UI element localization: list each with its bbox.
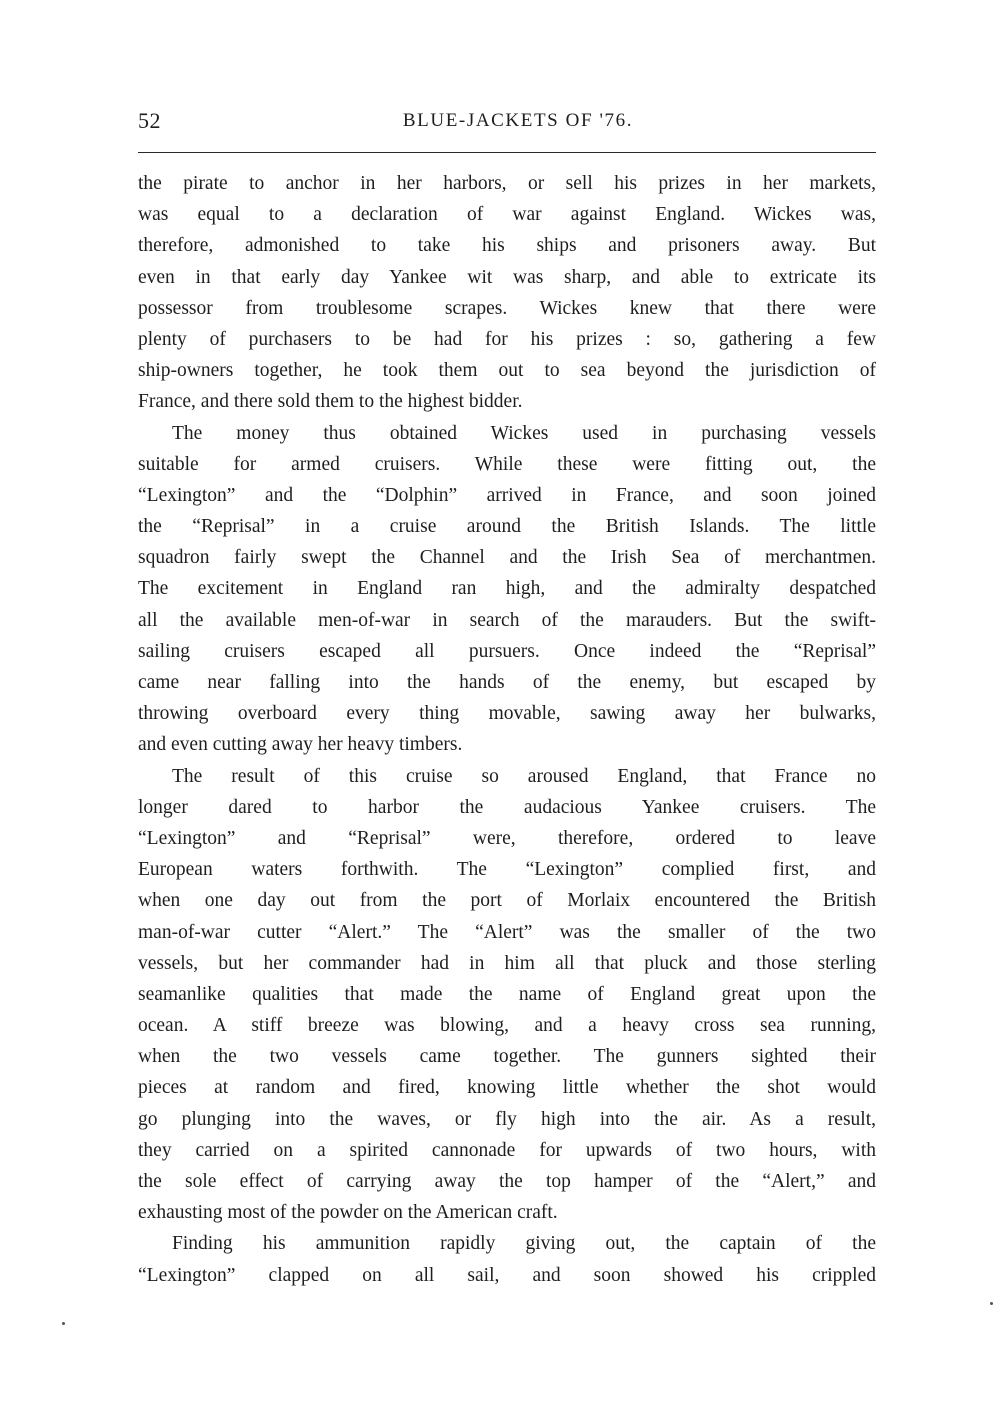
text-line: sailing cruisers escaped all pursuers. Once indeed the “Reprisal”: [138, 640, 876, 662]
text-line: throwing overboard every thing movable, sawing away her bulwarks,: [138, 703, 876, 725]
text-line: “Lexington” clapped on all sail, and soon showed his crippled: [138, 1264, 876, 1286]
paragraph-4: [138, 1228, 876, 1290]
paragraph-3: [138, 761, 876, 1229]
text-line: therefore, admonished to take his ships and prisoners away. But: [138, 235, 876, 257]
text-line: suitable for armed cruisers. While these were fitting out, the: [138, 453, 876, 475]
page-number: 52: [138, 108, 161, 133]
running-head: [138, 108, 878, 138]
text-line: France, and there sold them to the highest bidder.: [138, 391, 523, 413]
text-line: longer dared to harbor the audacious Yankee cruisers. The: [138, 796, 876, 818]
running-title: BLUE-JACKETS OF '76.: [402, 110, 634, 131]
text-line: plenty of purchasers to be had for his prizes : so, gathering a few: [138, 328, 876, 350]
text-line: seamanlike qualities that made the name of England great upon the: [138, 983, 876, 1005]
paragraph-1: [138, 168, 876, 418]
text-line: when one day out from the port of Morlaix encountered the British: [138, 890, 876, 912]
text-line: came near falling into the hands of the enemy, but escaped by: [138, 672, 876, 693]
body-text: [138, 168, 876, 1291]
text-line: the sole effect of carrying away the top hamper of the “Alert,” and: [138, 1171, 876, 1192]
text-line: all the available men-of-war in search of the marauders. But the swift-: [138, 609, 876, 631]
paragraph-2: [138, 418, 876, 761]
header-rule: [138, 152, 876, 153]
text-line: pieces at random and fired, knowing little whether the shot would: [138, 1077, 876, 1099]
text-line: The result of this cruise so aroused England, that France no: [172, 765, 876, 787]
text-line: possessor from troublesome scrapes. Wickes knew that there were: [138, 297, 876, 319]
text-line: when the two vessels came together. The gunners sighted their: [138, 1046, 876, 1068]
text-line: squadron fairly swept the Channel and the Irish Sea of merchantmen.: [138, 547, 876, 569]
text-line: the “Reprisal” in a cruise around the British Islands. The little: [138, 516, 876, 538]
text-line: “Lexington” and the “Dolphin” arrived in France, and soon joined: [138, 484, 876, 506]
text-line: European waters forthwith. The “Lexington” complied first, and: [138, 859, 876, 881]
scan-speck: [990, 1302, 993, 1305]
text-line: the pirate to anchor in her harbors, or sell his prizes in her markets,: [138, 173, 876, 194]
text-line: vessels, but her commander had in him all that pluck and those sterling: [138, 952, 876, 974]
text-line: The money thus obtained Wickes used in purchasing vessels: [172, 422, 876, 444]
text-line: exhausting most of the powder on the American craft.: [138, 1202, 558, 1224]
text-line: man-of-war cutter “Alert.” The “Alert” was the smaller of the two: [138, 921, 876, 943]
text-line: go plunging into the waves, or fly high into the air. As a result,: [138, 1108, 876, 1130]
text-line: they carried on a spirited cannonade for upwards of two hours, with: [138, 1139, 876, 1161]
text-line: “Lexington” and “Reprisal” were, therefore, ordered to leave: [138, 827, 876, 849]
text-line: and even cutting away her heavy timbers.: [138, 734, 463, 756]
text-line: was equal to a declaration of war against England. Wickes was,: [138, 204, 876, 226]
scan-speck: [62, 1322, 65, 1325]
text-line: Finding his ammunition rapidly giving out, the captain of the: [172, 1233, 876, 1255]
text-line: The excitement in England ran high, and the admiralty despatched: [138, 578, 876, 600]
text-line: ocean. A stiff breeze was blowing, and a heavy cross sea running,: [138, 1015, 876, 1037]
text-line: ship-owners together, he took them out to sea beyond the jurisdiction of: [138, 360, 876, 382]
text-line: even in that early day Yankee wit was sharp, and able to extricate its: [138, 266, 876, 288]
